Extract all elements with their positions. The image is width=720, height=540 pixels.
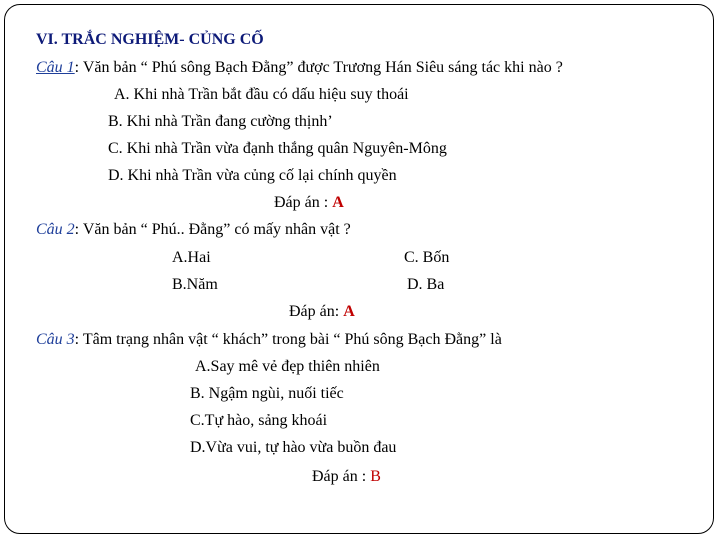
question-3-option-b: B. Ngậm ngùi, nuối tiếc xyxy=(190,385,344,402)
question-2 xyxy=(36,220,351,240)
question-2-option-c: C. Bốn xyxy=(404,249,450,266)
question-1-answer-letter: A xyxy=(332,194,344,211)
question-3-label: Câu 3 xyxy=(36,331,75,348)
question-1-text: : Văn bản “ Phú sông Bạch Đằng” được Trương Hán Siêu sáng tác khi nào ? xyxy=(74,59,563,76)
question-2-answer xyxy=(289,302,355,322)
question-1-answer-prefix: Đáp án : xyxy=(274,194,333,211)
question-2-text: : Văn bản “ Phú.. Đằng” có mấy nhân vật ? xyxy=(74,221,351,238)
slide-title: VI. TRẮC NGHIỆM- CỦNG CỐ xyxy=(36,31,264,48)
question-2-answer-prefix: Đáp án: xyxy=(289,303,344,320)
question-1-label: Câu 1 xyxy=(36,59,75,76)
question-2-answer-letter: A xyxy=(343,303,355,320)
question-2-option-d: D. Ba xyxy=(407,276,445,293)
question-1-answer xyxy=(274,193,344,213)
question-2-option-a: A.Hai xyxy=(172,249,211,266)
question-1-option-b: B. Khi nhà Trần đang cường thịnh’ xyxy=(108,113,333,130)
question-1-option-a: A. Khi nhà Trần bắt đầu có dấu hiệu suy thoái xyxy=(114,86,409,103)
question-3-answer xyxy=(312,467,381,487)
question-1 xyxy=(36,58,563,78)
question-3-option-d: D.Vừa vui, tự hào vừa buồn đau xyxy=(190,439,397,456)
question-1-option-c: C. Khi nhà Trần vừa đạnh thắng quân Nguyên-Mông xyxy=(108,140,447,157)
question-3-answer-letter: B xyxy=(370,468,381,485)
question-3 xyxy=(36,330,502,350)
question-2-label: Câu 2 xyxy=(36,221,75,238)
question-3-answer-prefix: Đáp án : xyxy=(312,468,371,485)
question-3-option-a: A.Say mê vẻ đẹp thiên nhiên xyxy=(195,358,380,375)
question-1-option-d: D. Khi nhà Trần vừa củng cố lại chính quyền xyxy=(108,167,397,184)
question-3-option-c: C.Tự hào, sảng khoái xyxy=(190,412,328,429)
question-3-text: : Tâm trạng nhân vật “ khách” trong bài “ Phú sông Bạch Đằng” là xyxy=(74,331,502,348)
question-2-option-b: B.Năm xyxy=(172,276,218,293)
